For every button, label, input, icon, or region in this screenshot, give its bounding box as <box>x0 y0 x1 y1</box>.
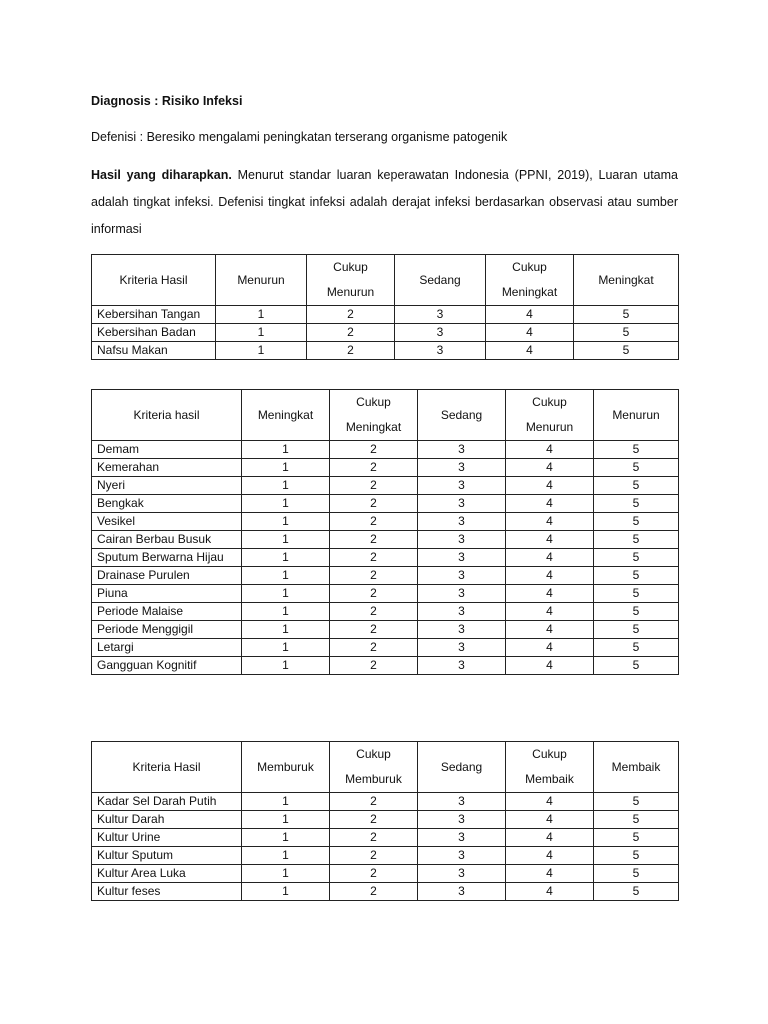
score-cell: 1 <box>242 829 330 847</box>
score-cell: 5 <box>594 441 679 459</box>
score-cell: 1 <box>242 865 330 883</box>
score-cell: 1 <box>242 883 330 901</box>
score-cell: 4 <box>506 865 594 883</box>
score-cell: 4 <box>506 531 594 549</box>
definition-text: Defenisi : Beresiko mengalami peningkatan terserang organisme patogenik <box>91 130 508 144</box>
expected-outcome-paragraph <box>91 162 678 243</box>
table-row <box>92 306 679 324</box>
score-cell: 4 <box>506 477 594 495</box>
criteria-cell: Kultur Sputum <box>92 847 242 865</box>
column-header: Cukup Membaik <box>506 742 594 793</box>
score-cell: 4 <box>506 603 594 621</box>
table-row <box>92 657 679 675</box>
expected-outcome-lead: Hasil yang diharapkan. <box>91 168 232 182</box>
score-cell: 4 <box>506 847 594 865</box>
criteria-cell: Nyeri <box>92 477 242 495</box>
score-cell: 2 <box>330 883 418 901</box>
criteria-cell: Kultur Urine <box>92 829 242 847</box>
score-cell: 1 <box>216 342 307 360</box>
score-cell: 4 <box>506 811 594 829</box>
criteria-cell: Kemerahan <box>92 459 242 477</box>
score-cell: 5 <box>594 657 679 675</box>
score-cell: 3 <box>418 567 506 585</box>
score-cell: 4 <box>506 793 594 811</box>
score-cell: 2 <box>330 495 418 513</box>
score-cell: 5 <box>594 847 679 865</box>
score-cell: 3 <box>418 459 506 477</box>
score-cell: 3 <box>418 441 506 459</box>
score-cell: 5 <box>594 477 679 495</box>
score-cell: 2 <box>330 477 418 495</box>
score-cell: 2 <box>330 567 418 585</box>
score-cell: 3 <box>418 639 506 657</box>
criteria-cell: Nafsu Makan <box>92 342 216 360</box>
column-header: Cukup Menurun <box>506 390 594 441</box>
score-cell: 5 <box>594 567 679 585</box>
score-cell: 2 <box>330 531 418 549</box>
score-cell: 1 <box>242 459 330 477</box>
column-header: Kriteria Hasil <box>92 255 216 306</box>
score-cell: 1 <box>242 441 330 459</box>
table-row <box>92 567 679 585</box>
table-row <box>92 324 679 342</box>
table-header-row <box>92 742 679 793</box>
score-cell: 5 <box>594 793 679 811</box>
score-cell: 5 <box>594 531 679 549</box>
score-cell: 4 <box>506 549 594 567</box>
table-row <box>92 531 679 549</box>
criteria-cell: Kebersihan Tangan <box>92 306 216 324</box>
score-cell: 4 <box>486 342 574 360</box>
score-cell: 5 <box>574 306 679 324</box>
score-cell: 1 <box>242 657 330 675</box>
score-cell: 5 <box>594 585 679 603</box>
score-cell: 4 <box>486 324 574 342</box>
column-header: Memburuk <box>242 742 330 793</box>
score-cell: 1 <box>242 531 330 549</box>
score-cell: 1 <box>242 621 330 639</box>
table-row <box>92 342 679 360</box>
table-row <box>92 459 679 477</box>
score-cell: 4 <box>506 495 594 513</box>
score-cell: 2 <box>330 865 418 883</box>
score-cell: 2 <box>330 441 418 459</box>
score-cell: 4 <box>506 459 594 477</box>
score-cell: 2 <box>330 811 418 829</box>
score-cell: 3 <box>418 657 506 675</box>
score-cell: 4 <box>506 567 594 585</box>
criteria-cell: Kadar Sel Darah Putih <box>92 793 242 811</box>
score-cell: 2 <box>330 793 418 811</box>
score-cell: 4 <box>506 513 594 531</box>
criteria-cell: Kultur Darah <box>92 811 242 829</box>
column-header: Cukup Meningkat <box>330 390 418 441</box>
column-header: Membaik <box>594 742 679 793</box>
table-row <box>92 883 679 901</box>
table-row <box>92 549 679 567</box>
score-cell: 3 <box>395 306 486 324</box>
score-cell: 5 <box>594 811 679 829</box>
score-cell: 2 <box>330 603 418 621</box>
table-row <box>92 477 679 495</box>
table-row <box>92 513 679 531</box>
score-cell: 3 <box>395 342 486 360</box>
column-header: Cukup Menurun <box>307 255 395 306</box>
score-cell: 4 <box>506 585 594 603</box>
score-cell: 3 <box>418 847 506 865</box>
criteria-table-2 <box>91 389 679 675</box>
score-cell: 5 <box>594 513 679 531</box>
score-cell: 3 <box>418 621 506 639</box>
score-cell: 1 <box>242 639 330 657</box>
criteria-cell: Demam <box>92 441 242 459</box>
table-row <box>92 585 679 603</box>
table-row <box>92 621 679 639</box>
column-header: Kriteria hasil <box>92 390 242 441</box>
criteria-cell: Kultur Area Luka <box>92 865 242 883</box>
score-cell: 4 <box>506 621 594 639</box>
score-cell: 5 <box>594 603 679 621</box>
score-cell: 2 <box>330 621 418 639</box>
score-cell: 5 <box>594 495 679 513</box>
column-header: Menurun <box>594 390 679 441</box>
score-cell: 5 <box>594 549 679 567</box>
score-cell: 5 <box>574 324 679 342</box>
score-cell: 4 <box>506 441 594 459</box>
score-cell: 1 <box>242 513 330 531</box>
score-cell: 1 <box>242 477 330 495</box>
expected-outcome-text: Menurut standar luaran keperawatan Indonesia (PPNI, 2019), Luaran utama adalah tingkat infeksi. Defenisi tingkat infeksi adalah derajat infeksi berdasarkan observasi atau sumber informasi <box>91 168 678 236</box>
score-cell: 2 <box>307 324 395 342</box>
column-header: Sedang <box>395 255 486 306</box>
table-row <box>92 495 679 513</box>
criteria-cell: Periode Malaise <box>92 603 242 621</box>
score-cell: 3 <box>418 811 506 829</box>
table-row <box>92 793 679 811</box>
column-header: Kriteria Hasil <box>92 742 242 793</box>
score-cell: 3 <box>418 477 506 495</box>
diagnosis-heading: Diagnosis : Risiko Infeksi <box>91 94 243 108</box>
table-row <box>92 639 679 657</box>
score-cell: 5 <box>594 639 679 657</box>
score-cell: 1 <box>242 847 330 865</box>
score-cell: 3 <box>418 513 506 531</box>
table-row <box>92 811 679 829</box>
score-cell: 3 <box>418 883 506 901</box>
score-cell: 4 <box>486 306 574 324</box>
score-cell: 2 <box>330 829 418 847</box>
score-cell: 1 <box>242 585 330 603</box>
column-header: Menurun <box>216 255 307 306</box>
criteria-cell: Gangguan Kognitif <box>92 657 242 675</box>
criteria-cell: Kultur feses <box>92 883 242 901</box>
criteria-table-3 <box>91 741 679 901</box>
score-cell: 3 <box>418 549 506 567</box>
score-cell: 2 <box>330 657 418 675</box>
score-cell: 1 <box>242 811 330 829</box>
score-cell: 2 <box>330 585 418 603</box>
score-cell: 3 <box>418 865 506 883</box>
criteria-cell: Vesikel <box>92 513 242 531</box>
table-row <box>92 865 679 883</box>
score-cell: 3 <box>418 793 506 811</box>
score-cell: 2 <box>330 513 418 531</box>
score-cell: 5 <box>594 621 679 639</box>
column-header: Cukup Meningkat <box>486 255 574 306</box>
criteria-cell: Cairan Berbau Busuk <box>92 531 242 549</box>
table-header-row <box>92 255 679 306</box>
column-header: Cukup Memburuk <box>330 742 418 793</box>
criteria-cell: Periode Menggigil <box>92 621 242 639</box>
score-cell: 2 <box>330 639 418 657</box>
score-cell: 2 <box>307 306 395 324</box>
column-header: Sedang <box>418 742 506 793</box>
score-cell: 4 <box>506 639 594 657</box>
score-cell: 5 <box>594 865 679 883</box>
score-cell: 1 <box>242 603 330 621</box>
score-cell: 5 <box>594 829 679 847</box>
score-cell: 2 <box>330 847 418 865</box>
table-row <box>92 441 679 459</box>
score-cell: 4 <box>506 657 594 675</box>
criteria-cell: Bengkak <box>92 495 242 513</box>
score-cell: 2 <box>330 459 418 477</box>
criteria-cell: Piuna <box>92 585 242 603</box>
score-cell: 3 <box>418 603 506 621</box>
score-cell: 5 <box>594 459 679 477</box>
column-header: Meningkat <box>574 255 679 306</box>
score-cell: 3 <box>418 829 506 847</box>
score-cell: 1 <box>216 306 307 324</box>
score-cell: 5 <box>594 883 679 901</box>
table-header-row <box>92 390 679 441</box>
score-cell: 3 <box>418 585 506 603</box>
score-cell: 1 <box>216 324 307 342</box>
criteria-table-1 <box>91 254 679 360</box>
table-row <box>92 829 679 847</box>
table-row <box>92 603 679 621</box>
column-header: Meningkat <box>242 390 330 441</box>
table-row <box>92 847 679 865</box>
score-cell: 1 <box>242 495 330 513</box>
score-cell: 4 <box>506 829 594 847</box>
score-cell: 5 <box>574 342 679 360</box>
score-cell: 3 <box>418 531 506 549</box>
column-header: Sedang <box>418 390 506 441</box>
score-cell: 1 <box>242 567 330 585</box>
criteria-cell: Kebersihan Badan <box>92 324 216 342</box>
criteria-cell: Letargi <box>92 639 242 657</box>
score-cell: 1 <box>242 793 330 811</box>
score-cell: 3 <box>418 495 506 513</box>
score-cell: 2 <box>307 342 395 360</box>
criteria-cell: Sputum Berwarna Hijau <box>92 549 242 567</box>
score-cell: 1 <box>242 549 330 567</box>
criteria-cell: Drainase Purulen <box>92 567 242 585</box>
score-cell: 3 <box>395 324 486 342</box>
score-cell: 4 <box>506 883 594 901</box>
score-cell: 2 <box>330 549 418 567</box>
